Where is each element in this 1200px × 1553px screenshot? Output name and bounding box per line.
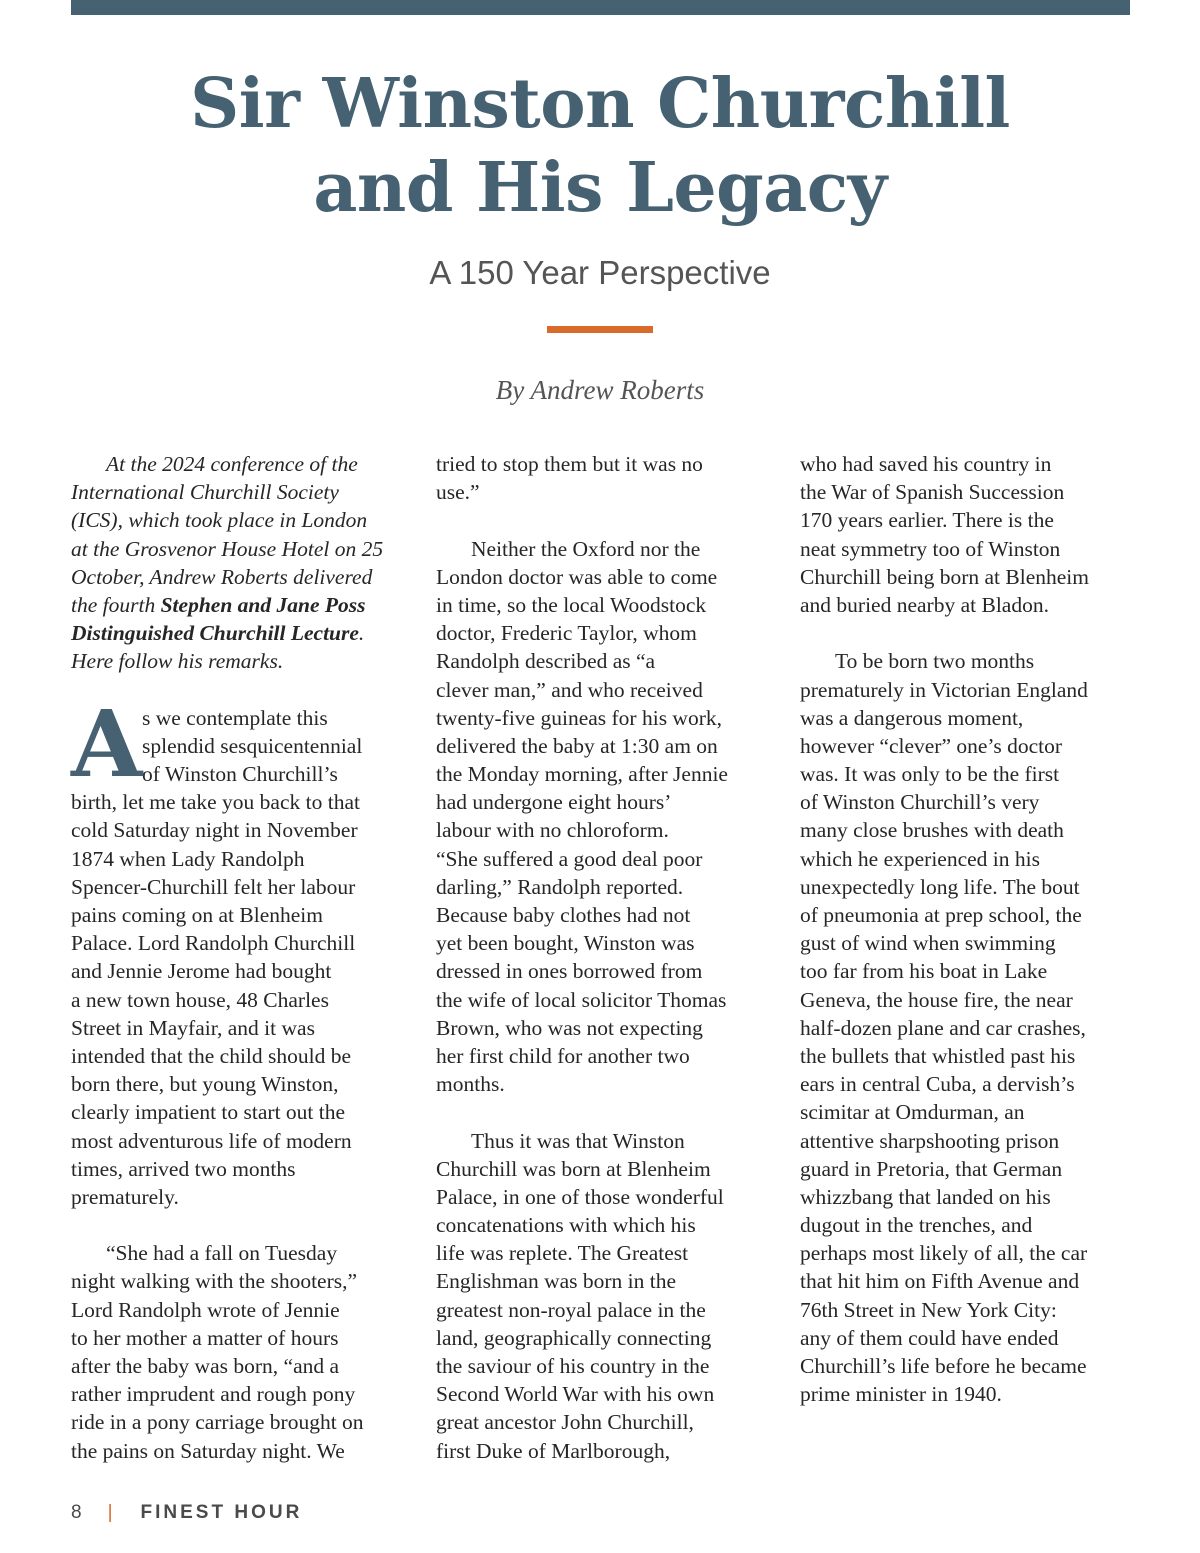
- body-line: a new town house, 48 Charles: [71, 987, 329, 1012]
- body-line: and buried nearby at Bladon.: [800, 592, 1049, 617]
- body-line: the bullets that whistled past his: [800, 1043, 1076, 1068]
- paragraph: [436, 1127, 781, 1465]
- intro-line: (ICS), which took place in London: [71, 508, 368, 533]
- body-line: guard in Pretoria, that German: [800, 1156, 1063, 1181]
- body-line: yet been bought, Winston was: [436, 931, 695, 956]
- title-line: and His Legacy: [313, 148, 887, 228]
- intro-paragraph: [71, 450, 416, 676]
- column-2: [436, 450, 781, 1465]
- footer-separator: |: [107, 1502, 115, 1523]
- body-line: scimitar at Omdurman, an: [800, 1100, 1025, 1125]
- body-line: most adventurous life of modern: [71, 1128, 352, 1153]
- title-line: Sir Winston Churchill: [190, 64, 1010, 144]
- body-line: ride in a pony carriage brought on: [71, 1410, 364, 1435]
- body-line: born there, but young Winston,: [71, 1072, 339, 1097]
- body-line: land, geographically connecting: [436, 1325, 712, 1350]
- body-line: many close brushes with death: [800, 818, 1064, 843]
- body-line: which he experienced in his: [800, 846, 1040, 871]
- body-line: prematurely in Victorian England: [800, 677, 1088, 702]
- paragraph: [800, 647, 1134, 1408]
- paragraph-gap: [71, 1211, 416, 1239]
- body-line: her first child for another two: [436, 1043, 690, 1068]
- body-line: use.”: [436, 480, 480, 505]
- body-line: Englishman was born in the: [436, 1269, 677, 1294]
- column-1: [71, 450, 416, 1465]
- body-line: gust of wind when swimming: [800, 931, 1056, 956]
- body-line: labour with no chloroform.: [436, 818, 669, 843]
- body-line: unexpectedly long life. The bout: [800, 874, 1080, 899]
- body-line: in time, so the local Woodstock: [436, 592, 707, 617]
- body-line: prime minister in 1940.: [800, 1382, 1002, 1407]
- body-line: intended that the child should be: [71, 1043, 352, 1068]
- intro-line: Here follow his remarks.: [71, 649, 284, 674]
- body-line: 76th Street in New York City:: [800, 1297, 1057, 1322]
- body-line: great ancestor John Churchill,: [436, 1410, 694, 1435]
- body-line: cold Saturday night in November: [71, 818, 358, 843]
- lecture-name: Stephen and Jane Poss: [160, 592, 366, 617]
- body-line: splendid sesquicentennial: [142, 733, 363, 758]
- drop-cap: A: [71, 689, 143, 798]
- body-line: attentive sharpshooting prison: [800, 1128, 1060, 1153]
- body-line: 170 years earlier. There is the: [800, 508, 1054, 533]
- body-line: clearly impatient to start out the: [71, 1100, 346, 1125]
- body-line: neat symmetry too of Winston: [800, 536, 1061, 561]
- paragraph: [436, 535, 781, 1099]
- body-line: was a dangerous moment,: [800, 705, 1024, 730]
- byline: By Andrew Roberts: [495, 375, 705, 405]
- body-line: “She suffered a good deal poor: [436, 846, 703, 871]
- intro-line: At the 2024 conference of the: [106, 452, 358, 476]
- intro-text: .: [358, 621, 365, 646]
- body-line: Churchill being born at Blenheim: [800, 564, 1090, 589]
- page-number: 8: [71, 1502, 84, 1523]
- paragraph: [800, 450, 1134, 619]
- body-line: Neither the Oxford nor the: [471, 536, 701, 561]
- paragraph: [436, 450, 781, 506]
- body-line: greatest non-royal palace in the: [436, 1297, 706, 1322]
- body-line: London doctor was able to come: [436, 564, 718, 589]
- body-line: prematurely.: [71, 1184, 179, 1209]
- body-line: Brown, who was not expecting: [436, 1015, 703, 1040]
- body-line: Randolph described as “a: [436, 649, 656, 674]
- body-line: first Duke of Marlborough,: [436, 1438, 671, 1463]
- opening-paragraph: [71, 689, 416, 798]
- body-line: Geneva, the house fire, the near: [800, 987, 1073, 1012]
- body-line: Palace. Lord Randolph Churchill: [71, 931, 356, 956]
- body-line: night walking with the shooters,”: [71, 1269, 358, 1294]
- body-line: delivered the baby at 1:30 am on: [436, 733, 718, 758]
- body-line: to her mother a matter of hours: [71, 1325, 339, 1350]
- body-line: “She had a fall on Tuesday: [106, 1241, 338, 1266]
- body-line: Churchill was born at Blenheim: [436, 1156, 711, 1181]
- column-3: [800, 450, 1134, 1408]
- body-line: Spencer-Churchill felt her labour: [71, 874, 356, 899]
- body-line: dugout in the trenches, and: [800, 1213, 1033, 1238]
- paragraph-gap: [436, 506, 781, 534]
- body-line: had undergone eight hours’: [436, 790, 672, 815]
- intro-line: [71, 619, 416, 647]
- intro-line: October, Andrew Roberts delivered: [71, 564, 373, 589]
- top-rule: [71, 0, 1130, 15]
- body-line: life was replete. The Greatest: [436, 1241, 689, 1266]
- body-line: too far from his boat in Lake: [800, 959, 1048, 984]
- body-line: Churchill’s life before he became: [800, 1354, 1087, 1378]
- body-line: who had saved his country in: [800, 452, 1052, 476]
- body-line: doctor, Frederic Taylor, whom: [436, 621, 697, 646]
- lecture-name: Distinguished Churchill Lecture: [71, 621, 359, 646]
- body-line: after the baby was born, “and a: [71, 1354, 340, 1378]
- page-footer: [71, 1500, 302, 1526]
- body-line: the pains on Saturday night. We: [71, 1438, 345, 1463]
- article-title: [100, 62, 1100, 230]
- body-line: ears in central Cuba, a dervish’s: [800, 1072, 1075, 1097]
- body-line: Second World War with his own: [436, 1382, 715, 1407]
- body-line: 1874 when Lady Randolph: [71, 846, 305, 871]
- body-line: Thus it was that Winston: [471, 1128, 685, 1153]
- intro-line: International Churchill Society: [71, 480, 339, 505]
- body-line: the Monday morning, after Jennie: [436, 762, 728, 787]
- body-line: perhaps most likely of all, the car: [800, 1241, 1088, 1266]
- paragraph-gap: [800, 619, 1134, 647]
- paragraph-gap: [436, 1098, 781, 1126]
- article-subtitle: A 150 Year Perspective: [429, 254, 771, 291]
- body-line: of pneumonia at prep school, the: [800, 903, 1082, 927]
- body-line: clever man,” and who received: [436, 677, 703, 702]
- body-line: of Winston Churchill’s: [142, 762, 338, 787]
- paragraph: [71, 788, 416, 1211]
- body-line: darling,” Randolph reported.: [436, 874, 684, 899]
- body-line: tried to stop them but it was no: [436, 452, 703, 476]
- body-line: half-dozen plane and car crashes,: [800, 1015, 1086, 1040]
- body-line: To be born two months: [835, 649, 1035, 674]
- body-line: rather imprudent and rough pony: [71, 1382, 356, 1407]
- body-line: the saviour of his country in the: [436, 1354, 710, 1378]
- body-line: the War of Spanish Succession: [800, 480, 1065, 505]
- body-line: times, arrived two months: [71, 1156, 296, 1181]
- intro-line: at the Grosvenor House Hotel on 25: [71, 536, 384, 561]
- body-line: birth, let me take you back to that: [71, 790, 360, 815]
- body-line: dressed in ones borrowed from: [436, 959, 703, 984]
- body-line: any of them could have ended: [800, 1325, 1059, 1350]
- body-line: whizzbang that landed on his: [800, 1184, 1051, 1209]
- intro-text: the fourth: [71, 592, 161, 617]
- body-line: the wife of local solicitor Thomas: [436, 987, 727, 1012]
- body-line: however “clever” one’s doctor: [800, 733, 1063, 758]
- body-line: concatenations with which his: [436, 1213, 696, 1238]
- accent-divider: [547, 326, 653, 333]
- body-line: Street in Mayfair, and it was: [71, 1015, 315, 1040]
- intro-line: [71, 591, 416, 619]
- body-line: pains coming on at Blenheim: [71, 903, 323, 927]
- body-line: Palace, in one of those wonderful: [436, 1184, 724, 1209]
- body-line: Lord Randolph wrote of Jennie: [71, 1297, 340, 1322]
- body-line: months.: [436, 1072, 505, 1097]
- body-line: was. It was only to be the first: [800, 762, 1060, 787]
- body-line: that hit him on Fifth Avenue and: [800, 1269, 1080, 1294]
- body-line: Because baby clothes had not: [436, 903, 691, 927]
- body-line: of Winston Churchill’s very: [800, 790, 1040, 815]
- body-line: s we contemplate this: [142, 705, 328, 730]
- body-line: and Jennie Jerome had bought: [71, 959, 332, 984]
- paragraph: [71, 1239, 416, 1465]
- body-line: twenty-five guineas for his work,: [436, 705, 722, 730]
- publication-name: FINEST HOUR: [140, 1502, 303, 1523]
